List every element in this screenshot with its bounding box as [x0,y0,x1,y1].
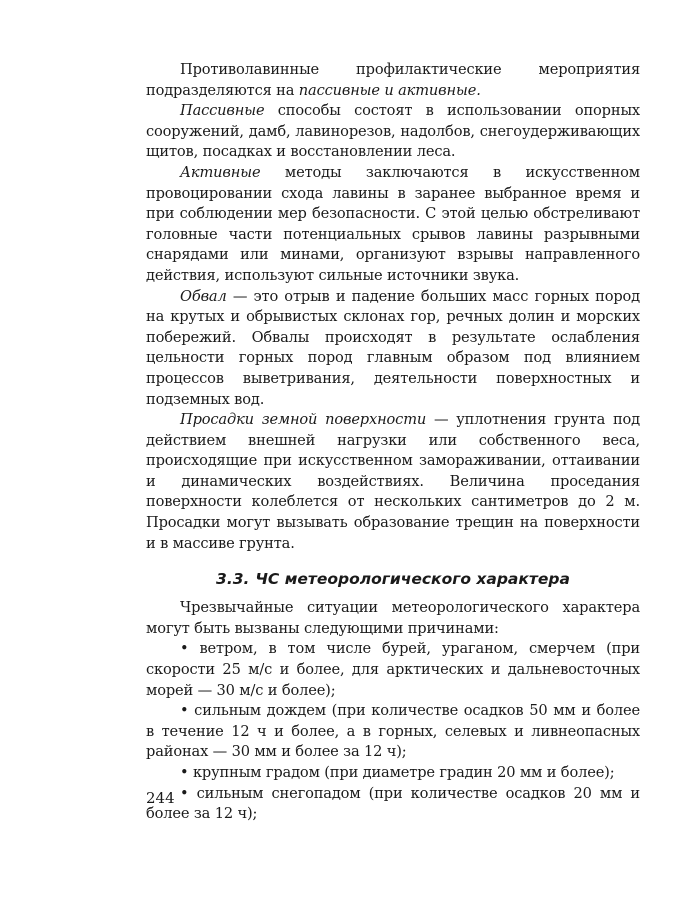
list-item-wind: • ветром, в том числе бурей, ураганом, смерчем (при скорости 25 м/с и более, для арктических и дальневосточных морей — 30 м/с и более); [146,640,640,699]
list-item-snow: • сильным снегопадом (при количестве осадков 20 мм и более за 12 ч); [146,784,640,823]
italic-term: Обвал [180,287,227,305]
page-number: 244 [146,789,175,807]
section-title: ЧС метеорологического характера [255,570,570,589]
paragraph-subsidence [146,410,640,554]
paragraph-text: — это отрыв и падение больших масс горных пород на крутых и обрывистых склонах гор, речных долин и морских побережий. Обвалы происходят в результате ослабления цельности горных пород главным образом под влиянием процессов выветривания, деятельности поверхностных и подземных вод. [146,287,640,408]
paragraph-rockfall [146,287,640,411]
paragraph-active [146,163,640,287]
paragraph-text: Противолавинные профилактические мероприятия подразделяются на [146,61,640,99]
italic-term: Пассивные [180,102,265,120]
section-number: 3.3. [216,570,250,589]
italic-term: Активные [180,163,261,181]
list-item-hail: • крупным градом (при диаметре градин 20 мм и более); [180,764,615,781]
paragraph-intro: Чрезвычайные ситуации метеорологического характера могут быть вызваны следующими причинами: [146,599,640,637]
paragraph-avalanche-measures [146,60,640,101]
list-item-rain: • сильным дождем (при количестве осадков 50 мм и более в течение 12 ч и более, а в горных, селевых и ливнеопасных районах — 30 мм и более за 12 ч); [146,702,640,761]
paragraph-text: методы заключаются в искусственном провоцировании схода лавины в заранее выбранное время и при соблюдении мер безопасности. С этой целью обстреливают головные части потенциальных срывов лавины разрывными снарядами или минами, организуют взрывы направленного действия, используют сильные источники звука. [146,163,640,284]
page-body [146,60,640,825]
paragraph-text: — уплотнения грунта под действием внешней нагрузки или собственного веса, происходящие при искусственном замораживании, оттаивании и динамических воздействиях. Величина проседания поверхности колеблется от нескольких сантиметров до 2 м. Просадки могут вызывать образование трещин на поверхности и в массиве грунта. [146,411,641,552]
paragraph-text: способы состоят в использовании опорных сооружений, дамб, лавинорезов, надолбов, снегоудерживающих щитов, посадках и восстановлении леса. [146,102,640,161]
italic-term: Просадки земной поверхности [180,411,427,429]
italic-term: пассивные и активные. [298,81,481,99]
paragraph-passive [146,101,640,163]
section-heading [146,570,640,588]
